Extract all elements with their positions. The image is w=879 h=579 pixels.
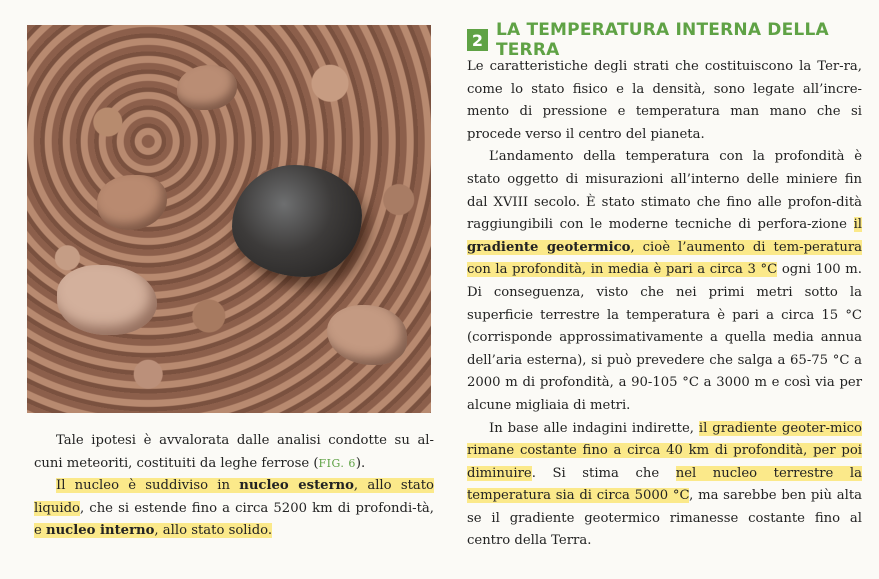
paragraph-intro: Le caratteristiche degli strati che costituiscono la Ter-ra, come lo stato fisico e la densità, sono legate all’incre-mento di pressione e temperatura man mano che si procede verso il centro del pianeta. [467, 59, 862, 142]
figure-reference[interactable]: FIG. 6 [318, 456, 356, 470]
paragraph-gradient: In base alle indagini indirette, il gradiente geoter-mico rimane costante fino a circa 40 km di profondità, per poi diminuire. Si stima che nel nucleo terrestre la temperatura sia di circa 5000 °C, ma sarebbe ben più alta se il gradiente geotermico rimanesse costante fino al centro della Terra. [467, 420, 862, 549]
meteorite [232, 165, 362, 277]
pebble [97, 175, 167, 230]
paragraph-meteorites: Tale ipotesi è avvalorata dalle analisi condotte su al-cuni meteoriti, costituiti da leghe ferrose (FIG. 6). [34, 433, 434, 471]
pebble [177, 65, 237, 110]
section-number: 2 [467, 29, 488, 51]
meteorite-photo [27, 25, 431, 413]
pebble [327, 305, 407, 365]
section-title: LA TEMPERATURA INTERNA DELLA TERRA [495, 20, 829, 60]
section-heading [467, 20, 879, 60]
left-column-text [34, 430, 434, 543]
pebble [57, 265, 157, 335]
paragraph-temperature: L’andamento della temperatura con la profondità è stato oggetto di misurazioni all’interno delle miniere fin dal XVIII secolo. È stato stimato che fino alle profon-dità raggiungibili con le moderne tecniche di perfora-zione il gradiente geotermico, cioè l’aumento di tem-peratura con la profondità, in media è pari a circa 3 °C ogni 100 m. Di conseguenza, visto che nei primi metri sotto la superficie terrestre la temperatura è pari a circa 15 °C (corrisponde approssimativamente a quella media annua dell’aria esterna), si può prevedere che salga a 65-75 °C a 2000 m di profondità, a 90-105 °C a 3000 m e così via per alcune migliaia di metri. [467, 149, 862, 413]
paragraph-nucleus: Il nucleo è suddiviso in nucleo esterno, allo stato liquido, che si estende fino a circa 5200 km di profondi-tà, e nucleo interno, allo stato solido. [34, 478, 434, 538]
right-column-text [467, 56, 862, 553]
